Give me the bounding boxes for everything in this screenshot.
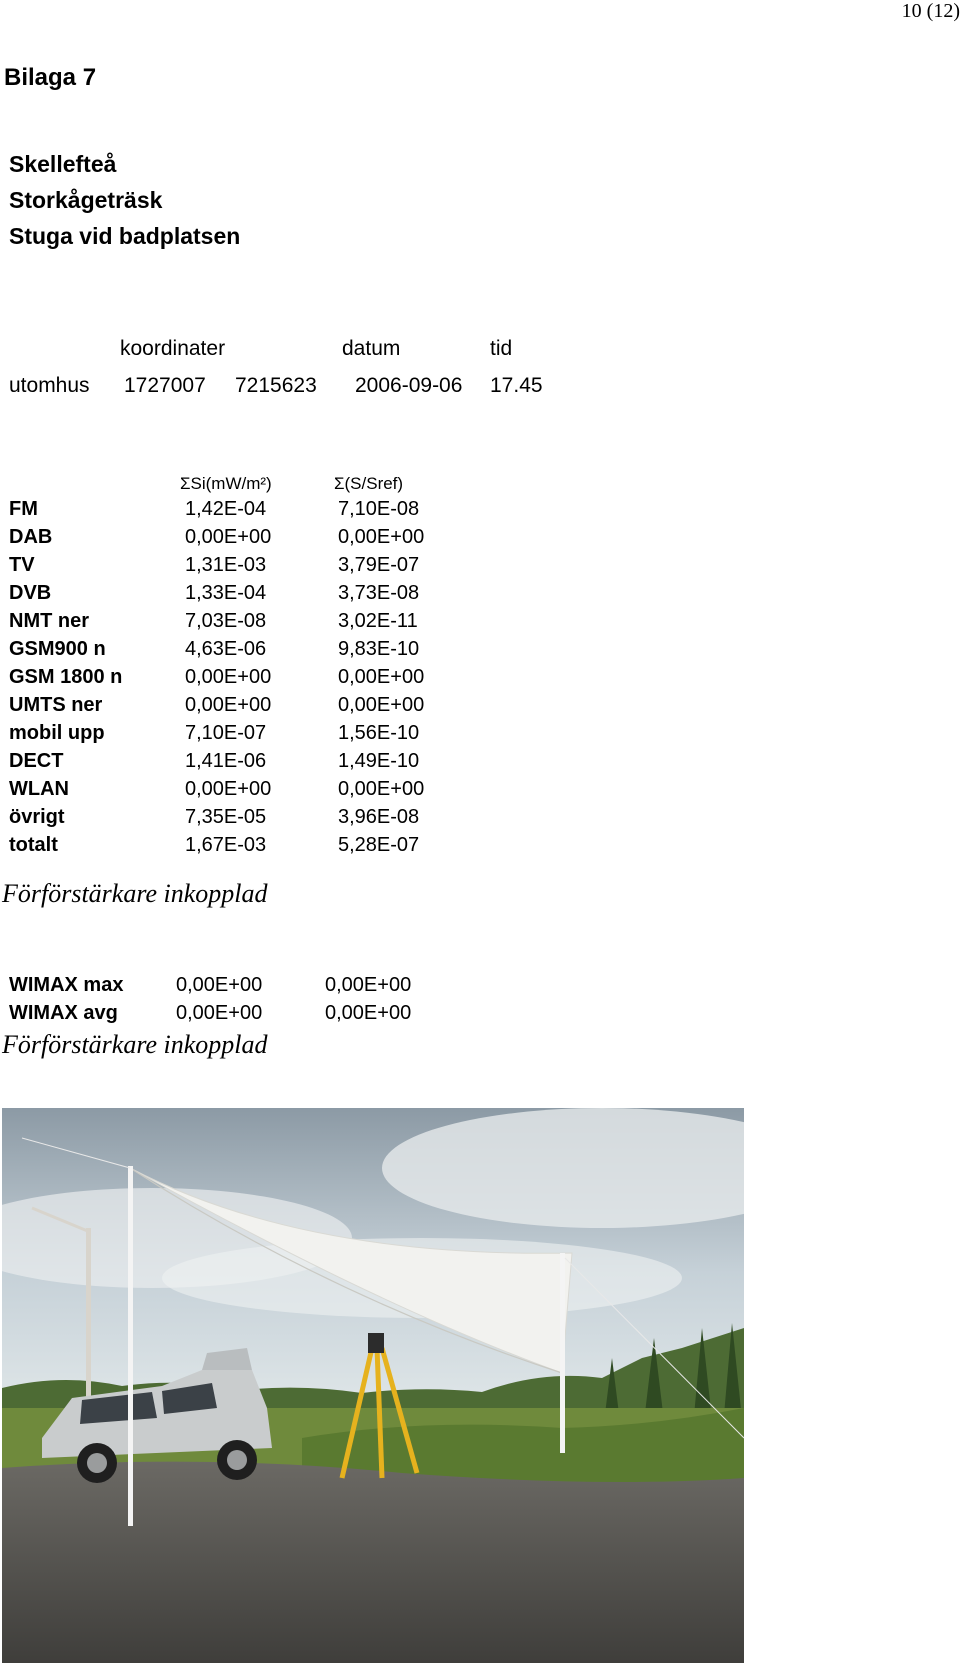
measurement-row bbox=[0, 638, 480, 668]
measurement-si-value: 1,41E-06 bbox=[185, 750, 267, 772]
measurement-label: DAB bbox=[9, 526, 53, 548]
wimax-preamp-note: Förförstärkare inkopplad bbox=[2, 1030, 268, 1059]
measurement-date: 2006-09-06 bbox=[355, 374, 463, 397]
wimax-row bbox=[0, 1002, 480, 1032]
measurement-si-value: 1,67E-03 bbox=[185, 834, 267, 856]
measurement-label: NMT ner bbox=[9, 610, 89, 632]
measurement-label: WLAN bbox=[9, 778, 69, 800]
measurement-label: totalt bbox=[9, 834, 58, 856]
wimax-table bbox=[0, 974, 480, 1034]
measurement-row bbox=[0, 722, 480, 752]
measurement-row bbox=[0, 666, 480, 696]
coordinates-header: koordinater bbox=[120, 337, 226, 360]
date-header: datum bbox=[342, 337, 401, 360]
wimax-ratio-value: 0,00E+00 bbox=[325, 974, 412, 996]
location-municipality: Skellefteå bbox=[9, 151, 117, 177]
measurement-ratio-value: 3,02E-11 bbox=[338, 610, 418, 632]
site-photo bbox=[2, 1108, 744, 1663]
measurement-label: övrigt bbox=[9, 806, 65, 828]
measurement-label: FM bbox=[9, 498, 38, 520]
measurement-label: DVB bbox=[9, 582, 52, 604]
time-header: tid bbox=[490, 337, 513, 360]
measurement-ratio-value: 9,83E-10 bbox=[338, 638, 420, 660]
wimax-si-value: 0,00E+00 bbox=[176, 1002, 263, 1024]
measurement-label: GSM900 n bbox=[9, 638, 106, 660]
wimax-row bbox=[0, 974, 480, 1004]
measurement-ratio-value: 7,10E-08 bbox=[338, 498, 420, 520]
antenna-head bbox=[368, 1333, 384, 1353]
measurement-ratio-value: 3,96E-08 bbox=[338, 806, 420, 828]
coordinate-y: 7215623 bbox=[235, 374, 317, 397]
location-village: Storkågeträsk bbox=[9, 187, 163, 213]
measurement-row bbox=[0, 778, 480, 808]
measurement-row bbox=[0, 750, 480, 780]
measurement-table bbox=[0, 498, 480, 888]
measurement-row bbox=[0, 834, 480, 864]
ratio-column-header: Σ(S/Sref) bbox=[334, 474, 404, 493]
measurement-si-value: 0,00E+00 bbox=[185, 778, 272, 800]
measurement-ratio-value: 1,49E-10 bbox=[338, 750, 420, 772]
measurement-label: TV bbox=[9, 554, 35, 576]
measurement-label: GSM 1800 n bbox=[9, 666, 123, 688]
measurement-ratio-value: 3,79E-07 bbox=[338, 554, 420, 576]
measurement-si-value: 1,33E-04 bbox=[185, 582, 267, 604]
measurement-ratio-value: 0,00E+00 bbox=[338, 778, 425, 800]
measurement-row bbox=[0, 806, 480, 836]
measurement-si-value: 0,00E+00 bbox=[185, 694, 272, 716]
measurement-ratio-value: 0,00E+00 bbox=[338, 694, 425, 716]
measurement-si-value: 7,35E-05 bbox=[185, 806, 267, 828]
location-site: Stuga vid badplatsen bbox=[9, 223, 241, 249]
measurement-ratio-value: 1,56E-10 bbox=[338, 722, 420, 744]
measurement-ratio-value: 3,73E-08 bbox=[338, 582, 420, 604]
measurement-si-value: 1,42E-04 bbox=[185, 498, 267, 520]
wimax-label: WIMAX max bbox=[9, 974, 124, 996]
measurement-row bbox=[0, 554, 480, 584]
measurement-row bbox=[0, 694, 480, 724]
measurement-label: UMTS ner bbox=[9, 694, 103, 716]
wimax-label: WIMAX avg bbox=[9, 1002, 118, 1024]
page-number: 10 (12) bbox=[901, 0, 960, 22]
measurement-label: DECT bbox=[9, 750, 64, 772]
measurement-si-value: 1,31E-03 bbox=[185, 554, 267, 576]
site-label: utomhus bbox=[9, 374, 90, 397]
measurement-row bbox=[0, 582, 480, 612]
site-photo-illustration bbox=[2, 1108, 744, 1663]
measurement-label: mobil upp bbox=[9, 722, 105, 744]
gravel-ground bbox=[2, 1462, 744, 1663]
measurement-si-value: 0,00E+00 bbox=[185, 666, 272, 688]
tarp-pole-right bbox=[560, 1253, 565, 1453]
preamp-note: Förförstärkare inkopplad bbox=[2, 879, 268, 908]
wimax-ratio-value: 0,00E+00 bbox=[325, 1002, 412, 1024]
tarp-pole-left bbox=[128, 1166, 133, 1526]
measurement-si-value: 4,63E-06 bbox=[185, 638, 267, 660]
location-block bbox=[9, 146, 240, 254]
page-heading: Bilaga 7 bbox=[4, 64, 97, 91]
measurement-si-value: 7,03E-08 bbox=[185, 610, 267, 632]
measurement-row bbox=[0, 498, 480, 528]
measurement-ratio-value: 0,00E+00 bbox=[338, 526, 425, 548]
measurement-ratio-value: 0,00E+00 bbox=[338, 666, 425, 688]
coordinate-x: 1727007 bbox=[124, 374, 206, 397]
measurement-time: 17.45 bbox=[490, 374, 543, 397]
si-column-header: ΣSi(mW/m²) bbox=[180, 474, 272, 493]
measurement-ratio-value: 5,28E-07 bbox=[338, 834, 420, 856]
measurement-si-value: 0,00E+00 bbox=[185, 526, 272, 548]
measurement-row bbox=[0, 526, 480, 556]
measurement-row bbox=[0, 610, 480, 640]
measurement-si-value: 7,10E-07 bbox=[185, 722, 267, 744]
wimax-si-value: 0,00E+00 bbox=[176, 974, 263, 996]
